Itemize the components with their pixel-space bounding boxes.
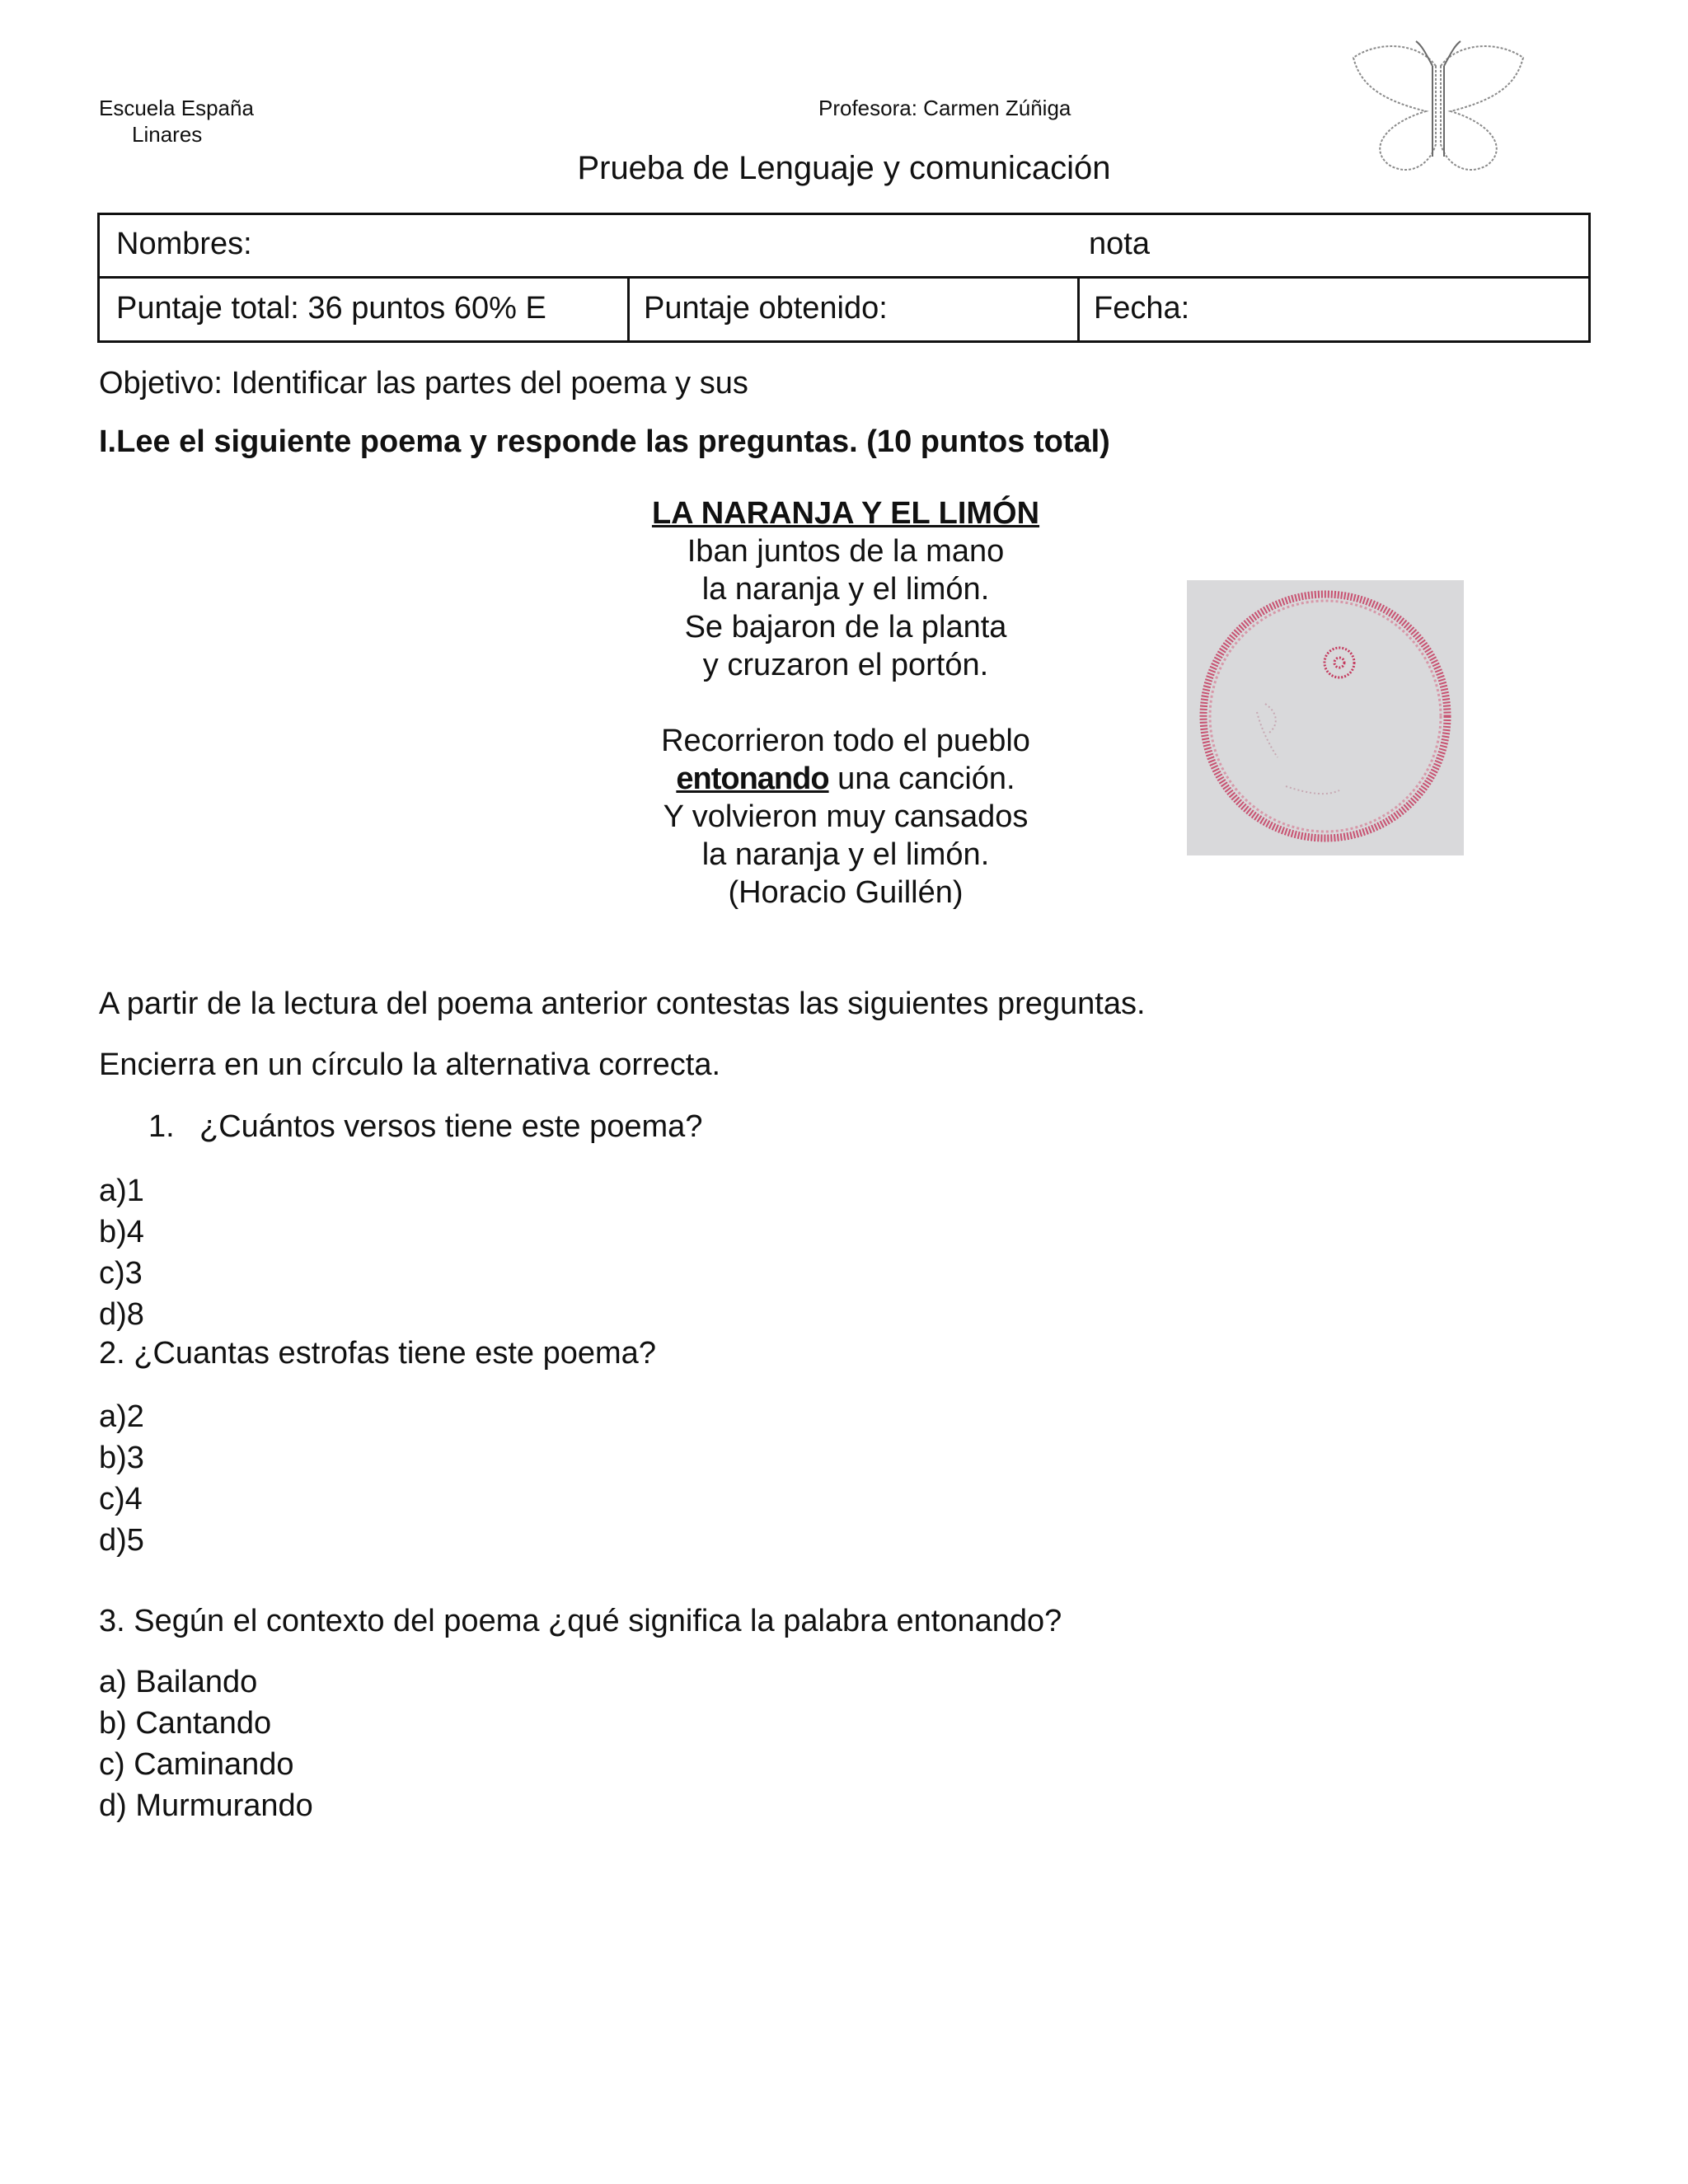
school-city: Linares bbox=[132, 122, 203, 147]
highlighted-word: entonando bbox=[676, 762, 829, 796]
poem-author: (Horacio Guillén) bbox=[728, 875, 964, 910]
objective: Objetivo: Identificar las partes del poema y sus bbox=[99, 366, 748, 401]
answer-option[interactable]: b)4 bbox=[99, 1215, 144, 1249]
table-divider bbox=[627, 279, 630, 340]
total-score-label: Puntaje total: 36 puntos 60% E bbox=[116, 291, 546, 326]
names-label: Nombres: bbox=[116, 227, 252, 261]
question-text: ¿Cuántos versos tiene este poema? bbox=[199, 1109, 703, 1144]
poem-line: la naranja y el limón. bbox=[701, 572, 990, 607]
question-number: 1. bbox=[148, 1109, 175, 1144]
question-2-options bbox=[99, 1396, 144, 1561]
answer-option[interactable]: d)5 bbox=[99, 1523, 144, 1558]
answer-option[interactable]: b)3 bbox=[99, 1441, 144, 1475]
obtained-score-label: Puntaje obtenido: bbox=[644, 291, 888, 326]
poem-line: Se bajaron de la planta bbox=[684, 610, 1007, 644]
answer-option[interactable]: d)8 bbox=[99, 1297, 144, 1332]
answer-option[interactable]: d) Murmurando bbox=[99, 1788, 313, 1823]
teacher-name: Profesora: Carmen Zúñiga bbox=[818, 96, 1071, 120]
grade-label: nota bbox=[1089, 227, 1150, 261]
question-2: 2. ¿Cuantas estrofas tiene este poema? bbox=[99, 1336, 656, 1371]
poem-line-rest: una canción. bbox=[828, 762, 1015, 796]
answer-option[interactable]: c)3 bbox=[99, 1256, 143, 1291]
info-row-names bbox=[100, 215, 1588, 279]
question-3: 3. Según el contexto del poema ¿qué significa la palabra entonando? bbox=[99, 1604, 1062, 1638]
poem-title: LA NARANJA Y EL LIMÓN bbox=[651, 496, 1040, 531]
info-table bbox=[97, 213, 1591, 343]
answer-option[interactable]: a)1 bbox=[99, 1174, 144, 1208]
orange-drawing bbox=[1187, 580, 1464, 855]
poem-line: la naranja y el limón. bbox=[701, 837, 990, 872]
answer-option[interactable]: a) Bailando bbox=[99, 1665, 258, 1699]
poem-line: Iban juntos de la mano bbox=[687, 534, 1005, 569]
school-name: Escuela España bbox=[99, 96, 254, 120]
answer-option[interactable]: b) Cantando bbox=[99, 1706, 272, 1741]
orange-drawing-svg bbox=[1187, 580, 1464, 855]
table-divider bbox=[1077, 279, 1080, 340]
poem-line: Y volvieron muy cansados bbox=[663, 799, 1029, 834]
question-3-options bbox=[99, 1661, 313, 1826]
question-1 bbox=[148, 1106, 702, 1147]
stanza-gap bbox=[598, 684, 1093, 722]
instruction: Encierra en un círculo la alternativa correcta. bbox=[99, 1047, 721, 1082]
answer-option[interactable]: c) Caminando bbox=[99, 1747, 294, 1782]
answer-option[interactable]: a)2 bbox=[99, 1399, 144, 1434]
poem bbox=[598, 494, 1093, 912]
date-label: Fecha: bbox=[1094, 291, 1190, 326]
answer-option[interactable]: c)4 bbox=[99, 1482, 143, 1516]
page-title: Prueba de Lenguaje y comunicación bbox=[577, 150, 1111, 186]
section-heading: I.Lee el siguiente poema y responde las preguntas. (10 puntos total) bbox=[99, 424, 1110, 459]
question-1-options bbox=[99, 1170, 144, 1335]
questions-intro: A partir de la lectura del poema anterior contestas las siguientes preguntas. bbox=[99, 987, 1146, 1021]
poem-line: y cruzaron el portón. bbox=[702, 648, 989, 682]
poem-line bbox=[598, 760, 1093, 798]
poem-line: Recorrieron todo el pueblo bbox=[661, 724, 1030, 758]
